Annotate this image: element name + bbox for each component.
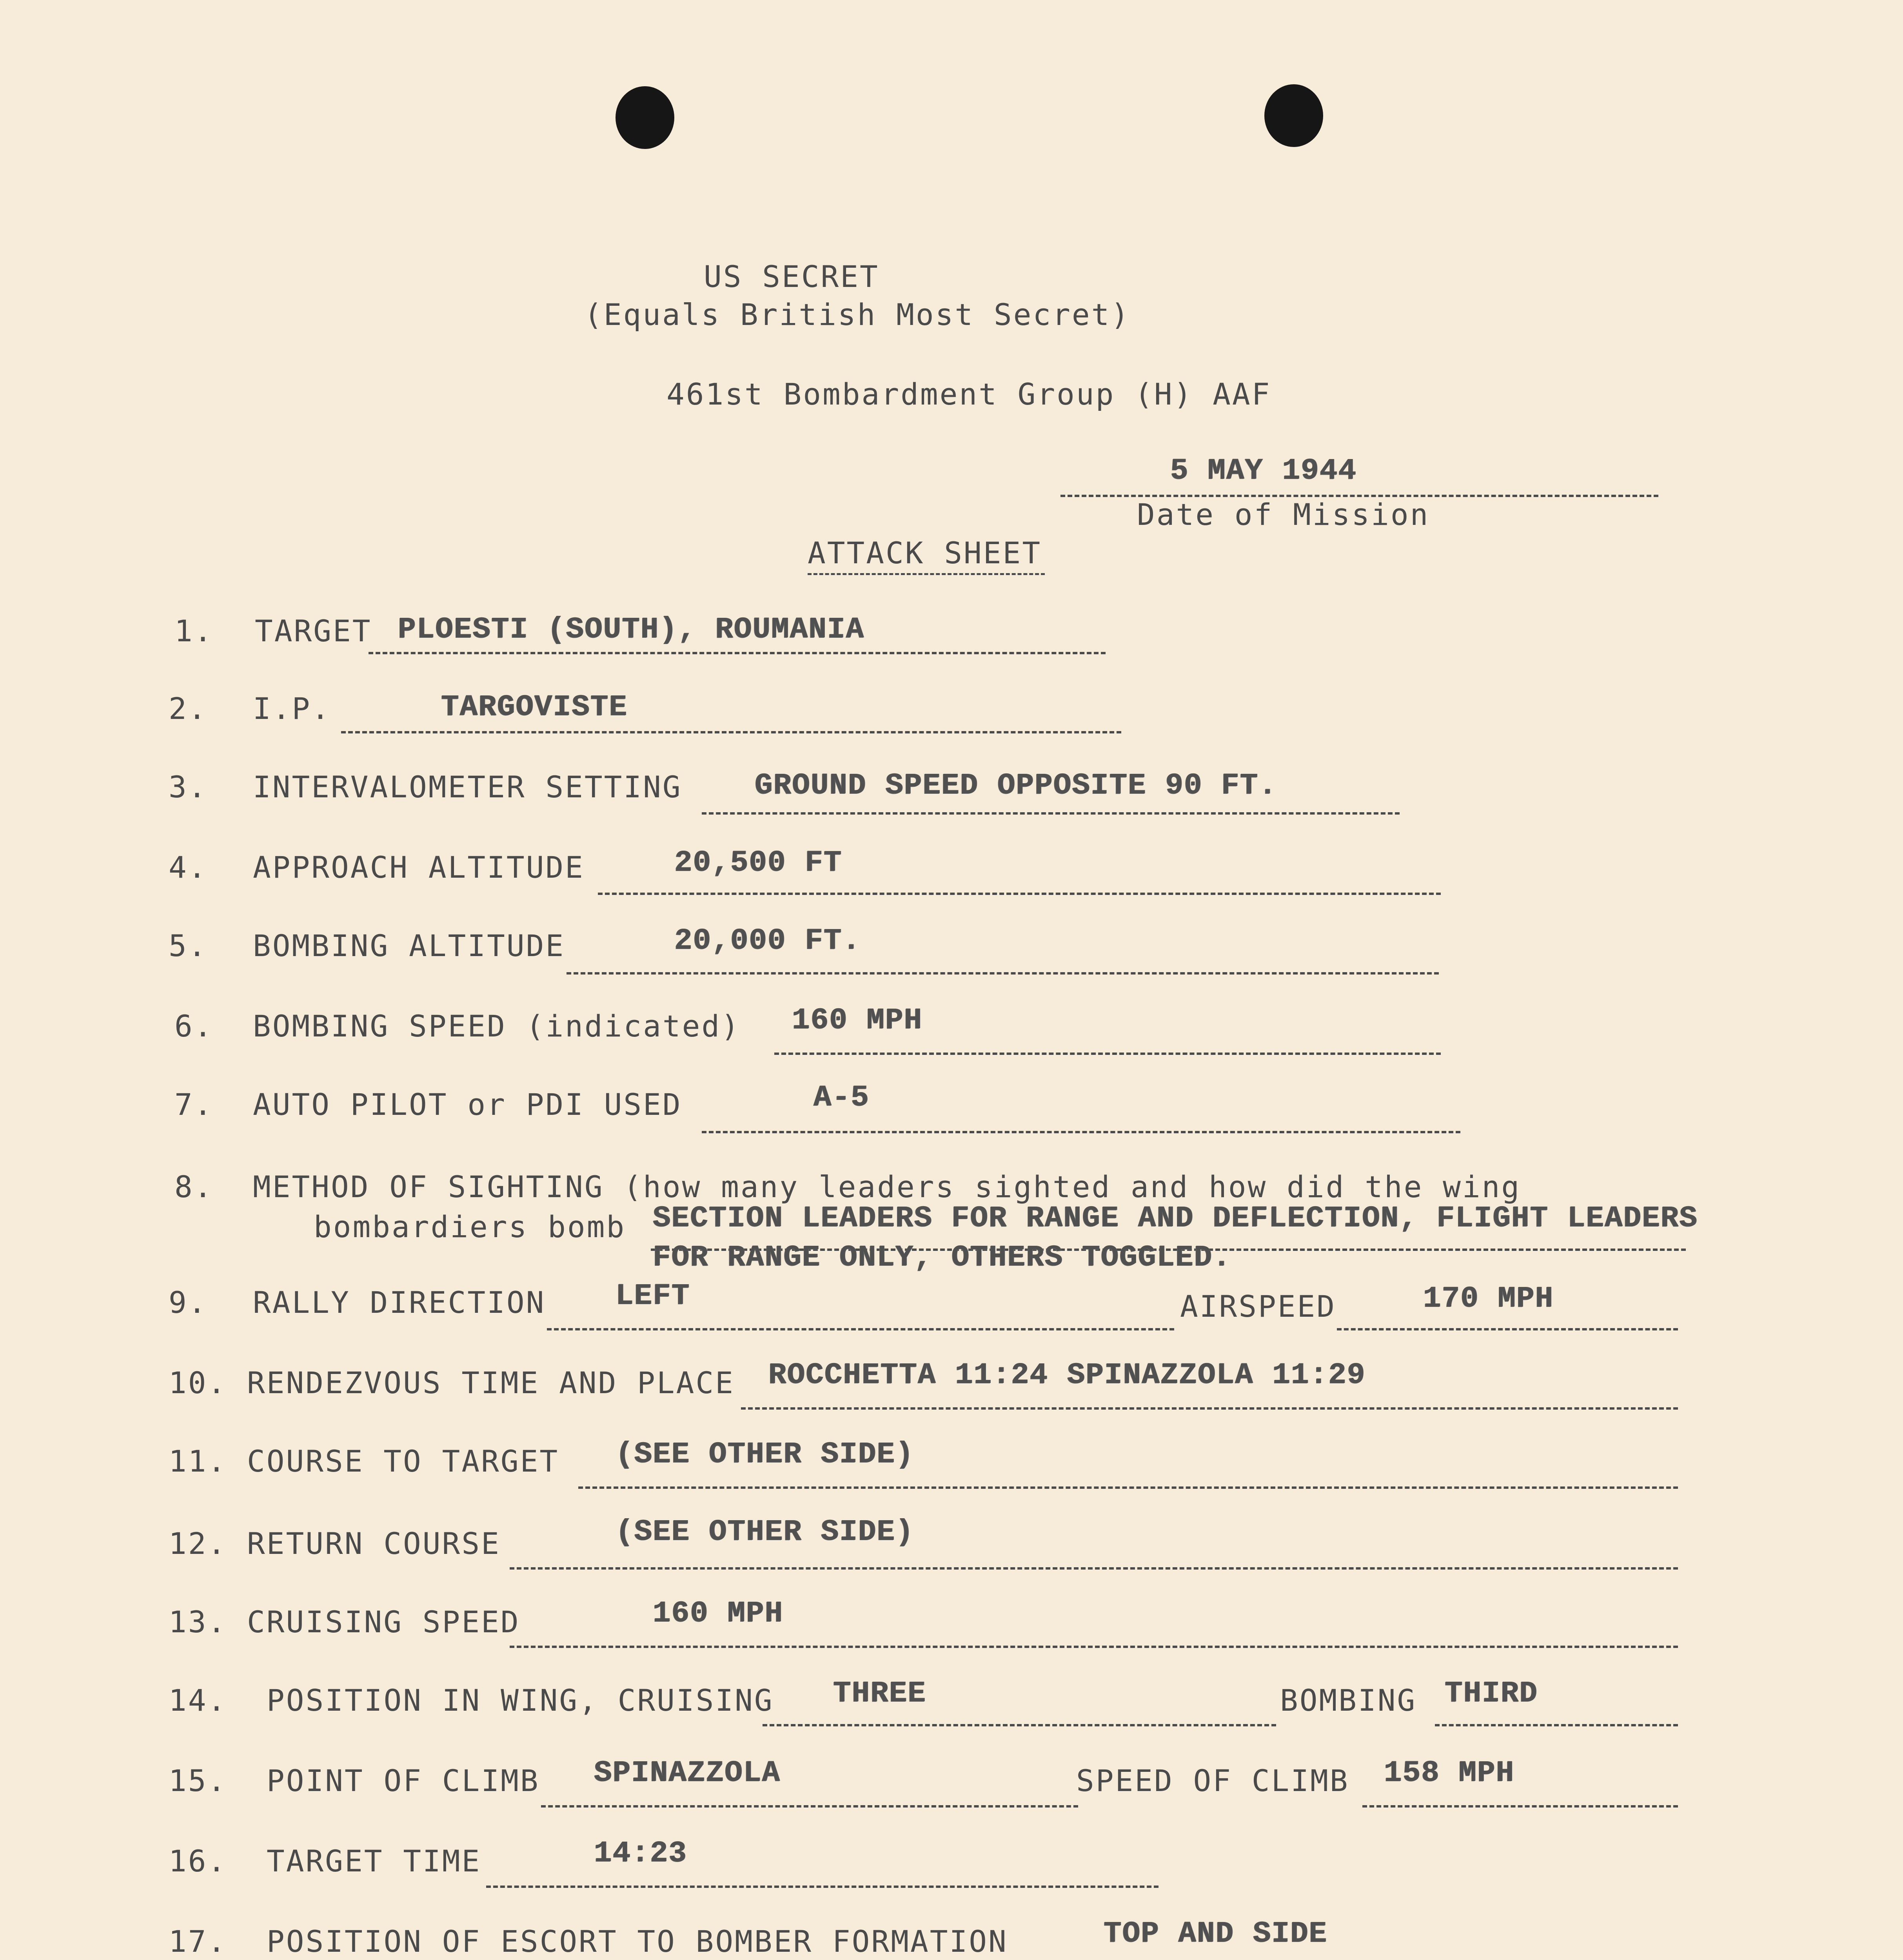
- item-number: 12.: [169, 1526, 227, 1561]
- item-value: A-5: [813, 1081, 870, 1114]
- item-label: CRUISING SPEED: [247, 1604, 520, 1639]
- item-value: 160 MPH: [653, 1597, 784, 1630]
- item-value-continuation: FOR RANGE ONLY, OTHERS TOGGLED.: [653, 1241, 1231, 1274]
- item-value: THREE: [833, 1677, 927, 1710]
- item-line: [486, 1886, 1159, 1888]
- item-value: ROCCHETTA 11:24 SPINAZZOLA 11:29: [768, 1358, 1366, 1392]
- bombing-position-label: BOMBING: [1280, 1683, 1417, 1718]
- bombing-position-line: [1435, 1724, 1678, 1726]
- punch-hole-left: [616, 86, 674, 149]
- item-line: [341, 731, 1121, 733]
- item-line: [510, 1567, 1678, 1570]
- item-line: [763, 1724, 1276, 1726]
- item-label: COURSE TO TARGET: [247, 1444, 559, 1479]
- mission-date: 5 MAY 1944: [1170, 454, 1357, 488]
- item-number: 5.: [169, 928, 208, 963]
- speed-of-climb-label: SPEED OF CLIMB: [1076, 1763, 1349, 1798]
- item-value: PLOESTI (SOUTH), ROUMANIA: [398, 613, 865, 646]
- item-line: [541, 1805, 1078, 1808]
- item-line: [369, 652, 1106, 654]
- item-line: [578, 1486, 1678, 1489]
- item-number: 1.: [174, 613, 214, 648]
- item-label: POSITION IN WING, CRUISING: [267, 1683, 774, 1718]
- item-line: [598, 893, 1441, 895]
- item-line: [774, 1053, 1441, 1055]
- item-number: 16.: [169, 1844, 227, 1878]
- item-line: [510, 1646, 1678, 1648]
- item-label-continuation: bombardiers bomb: [314, 1209, 626, 1244]
- item-number: 8.: [174, 1169, 214, 1204]
- item-label: BOMBING ALTITUDE: [253, 928, 565, 963]
- item-label: APPROACH ALTITUDE: [253, 850, 585, 885]
- item-number: 2.: [169, 691, 208, 726]
- item-number: 11.: [169, 1444, 227, 1479]
- item-label: AUTO PILOT or PDI USED: [253, 1087, 682, 1122]
- item-value: (SEE OTHER SIDE): [616, 1515, 914, 1549]
- airspeed-label: AIRSPEED: [1180, 1289, 1336, 1324]
- item-label: TARGET: [255, 613, 372, 648]
- item-line: [741, 1407, 1678, 1410]
- item-number: 7.: [174, 1087, 214, 1122]
- item-value: SECTION LEADERS FOR RANGE AND DEFLECTION, FLIGHT LEADERS: [653, 1201, 1698, 1235]
- item-number: 13.: [169, 1604, 227, 1639]
- item-number: 6.: [174, 1009, 214, 1044]
- speed-of-climb-value: 158 MPH: [1384, 1756, 1515, 1790]
- item-label: RALLY DIRECTION: [253, 1285, 546, 1320]
- item-number: 10.: [169, 1365, 227, 1400]
- item-label: POSITION OF ESCORT TO BOMBER FORMATION: [267, 1924, 1008, 1959]
- item-label: RETURN COURSE: [247, 1526, 501, 1561]
- item-number: 9.: [169, 1285, 208, 1320]
- classification-marking: US SECRET: [704, 259, 879, 294]
- item-label: BOMBING SPEED (indicated): [253, 1009, 741, 1044]
- item-value: GROUND SPEED OPPOSITE 90 FT.: [755, 769, 1278, 802]
- sheet-title-underline: [808, 573, 1045, 575]
- item-line: [702, 812, 1400, 815]
- item-number: 15.: [169, 1763, 227, 1798]
- item-value: TARGOVISTE: [441, 690, 628, 724]
- item-value: (SEE OTHER SIDE): [616, 1437, 914, 1471]
- item-value: LEFT: [616, 1279, 690, 1313]
- airspeed-value: 170 MPH: [1423, 1282, 1554, 1316]
- item-label: METHOD OF SIGHTING (how many leaders sighted and how did the wing: [253, 1169, 1521, 1204]
- item-value: 20,500 FT: [674, 846, 843, 880]
- speed-of-climb-line: [1362, 1805, 1678, 1808]
- item-number: 14.: [169, 1683, 227, 1718]
- item-value: SPINAZZOLA: [594, 1756, 781, 1790]
- item-line: [567, 972, 1439, 975]
- mission-date-caption: Date of Mission: [1137, 497, 1430, 532]
- sheet-title: ATTACK SHEET: [808, 535, 1042, 570]
- item-value: 20,000 FT.: [674, 924, 861, 958]
- classification-equivalent: (Equals British Most Secret): [584, 297, 1131, 332]
- item-number: 17.: [169, 1924, 227, 1959]
- airspeed-line: [1337, 1328, 1678, 1330]
- item-label: TARGET TIME: [267, 1844, 481, 1878]
- item-label: I.P.: [253, 691, 331, 726]
- bombing-position-value: THIRD: [1445, 1677, 1538, 1710]
- item-value: TOP AND SIDE: [1104, 1917, 1328, 1951]
- punch-hole-right: [1264, 84, 1323, 147]
- item-value: 160 MPH: [792, 1004, 923, 1037]
- item-label: INTERVALOMETER SETTING: [253, 769, 682, 804]
- unit-name: 461st Bombardment Group (H) AAF: [666, 377, 1271, 412]
- item-value: 14:23: [594, 1837, 688, 1870]
- item-line: [547, 1328, 1174, 1330]
- item-number: 3.: [169, 769, 208, 804]
- item-line: [702, 1131, 1460, 1133]
- item-label: RENDEZVOUS TIME AND PLACE: [247, 1365, 735, 1400]
- item-label: POINT OF CLIMB: [267, 1763, 540, 1798]
- item-number: 4.: [169, 850, 208, 885]
